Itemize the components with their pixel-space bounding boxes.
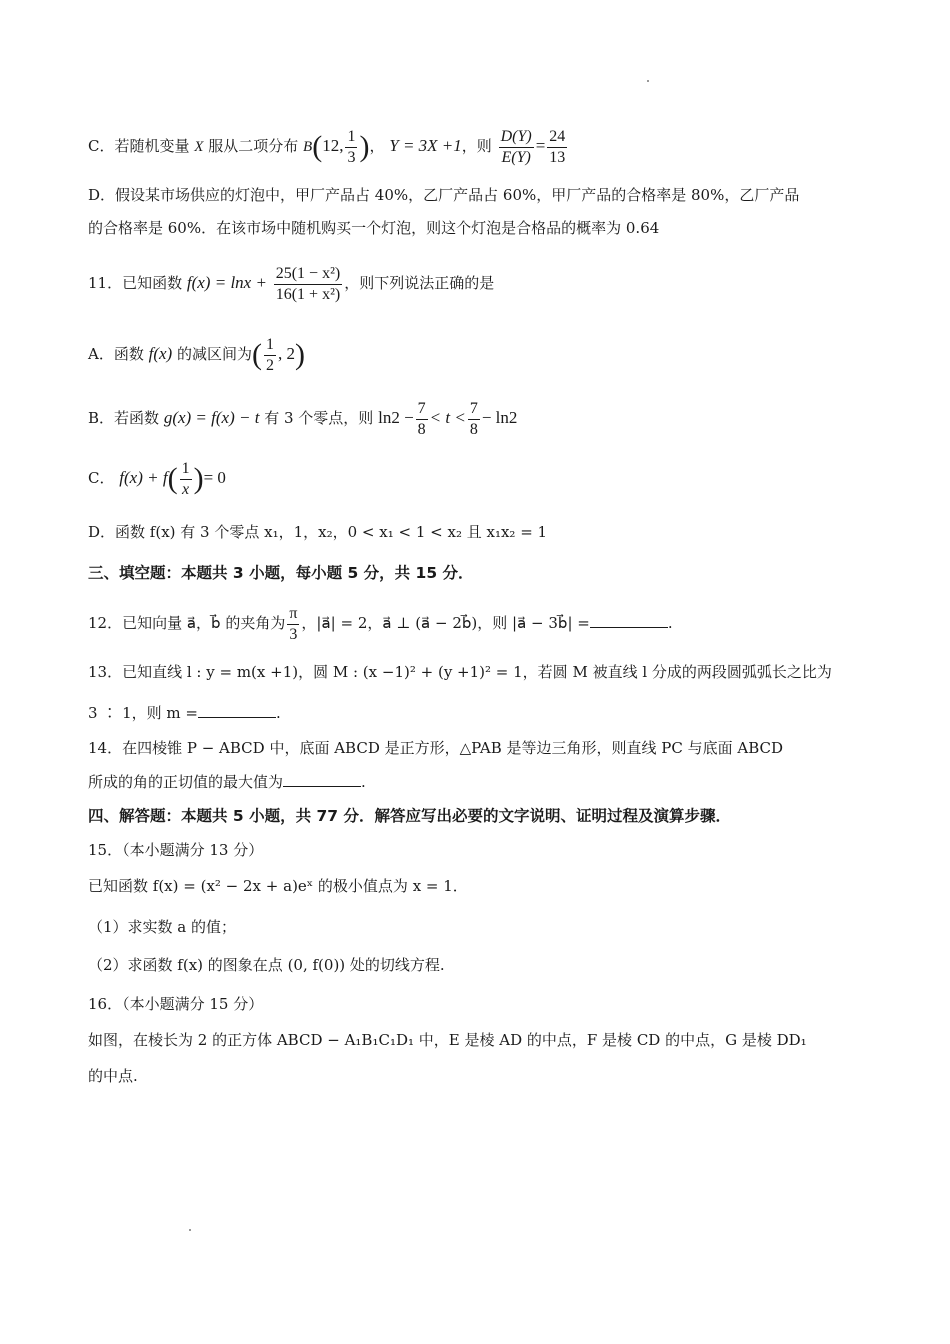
frac-num: 1: [180, 459, 192, 480]
period: .: [275, 704, 281, 722]
option-a-mid: 的减区间为: [177, 345, 253, 363]
section-3-heading: 三、填空题：本题共 3 小题，每小题 5 分，共 15 分．: [88, 564, 474, 582]
q15-part2: （2）求函数 f(x) 的图象在点 (0, f(0)) 处的切线方程.: [88, 956, 445, 974]
q11-label: 11．已知函数: [88, 274, 183, 292]
option-c-prefix: C．若随机变量: [88, 137, 190, 155]
frac-seven-eighths-right: [468, 399, 480, 440]
option-c-mid: 服从二项分布: [208, 137, 299, 155]
frac-den: 8: [469, 420, 478, 438]
frac-num: 7: [416, 399, 428, 420]
equals-zero: = 0: [203, 468, 226, 487]
answer-blank[interactable]: [590, 613, 668, 628]
q14-prefix: 所成的角的正切值的最大值为: [88, 773, 284, 791]
ln2-left: ln2 −: [378, 408, 414, 427]
q11-option-b: [88, 394, 517, 442]
q11-fraction: [274, 264, 342, 305]
gx: g(x) = f(x) − t: [163, 408, 260, 427]
q14-line1: 14．在四棱锥 P − ABCD 中，底面 ABCD 是正方形，△PAB 是等边三角形，则直线 PC 与底面 ABCD: [88, 739, 784, 757]
then-text: ，则: [461, 137, 492, 155]
y-equation: Y = 3X +1: [389, 136, 462, 155]
frac-den: 3: [289, 625, 298, 643]
q11-tail: ，则下列说法正确的是: [344, 274, 495, 292]
scan-dot-bottom: [189, 1229, 191, 1231]
frac-seven-eighths-left: [416, 399, 428, 440]
fx: f(x): [148, 344, 173, 363]
comma: ，: [369, 137, 385, 155]
frac-den: 2: [266, 356, 275, 374]
q13-line1: 13．已知直线 l : y = m(x +1)，圆 M : (x −1)² + (y +1)² = 1，若圆 M 被直线 l 分成的两段圆弧弧长之比为: [88, 663, 832, 681]
frac-num: D(Y): [499, 127, 534, 148]
period: .: [667, 614, 673, 632]
q16-line1: 如图，在棱长为 2 的正方体 ABCD − A₁B₁C₁D₁ 中，E 是棱 AD 的中点，F 是棱 CD 的中点，G 是棱 DD₁: [88, 1031, 807, 1049]
q16-line2: 的中点.: [88, 1067, 138, 1085]
var-x: X: [194, 139, 204, 155]
frac-num: 7: [468, 399, 480, 420]
frac-half: [264, 335, 276, 376]
q15-stem: 已知函数 f(x) = (x² − 2x + a)eˣ 的极小值点为 x = 1．: [88, 877, 468, 895]
frac-num: 1: [264, 335, 276, 356]
q11-option-c: C． f(x) + f( $\frac{1}{x}$ )= 0: [88, 459, 226, 498]
option-c-binomial: C．若随机变量 X 服从二项分布 B(12, $\frac{1}{3}$ )， Y = 3X +1，则 $\frac{D(Y)}{E(Y)}$ = $\frac{24}{13}$: [88, 127, 566, 166]
interval-end: , 2: [278, 344, 296, 363]
frac-den: 13: [549, 148, 566, 166]
q15-head: 15．（本小题满分 13 分）: [88, 841, 264, 859]
frac-one-over-x: [180, 459, 192, 500]
scan-dot-top: [647, 80, 649, 82]
equals: =: [535, 136, 546, 155]
q12: [88, 598, 673, 648]
q16-head: 16．（本小题满分 15 分）: [88, 995, 264, 1013]
frac-den: 16(1 + x²): [275, 285, 341, 303]
option-d-line1: D．假设某市场供应的灯泡中，甲厂产品占 40%，乙厂产品占 60%，甲厂产品的合格率是 80%，乙厂产品: [88, 186, 800, 204]
q11-option-a: A．函数 f(x) 的减区间为( $\frac{1}{2}$ , 2): [88, 335, 306, 374]
frac-num: 25(1 − x²): [274, 264, 342, 285]
q11-fx: f(x) = lnx +: [186, 273, 267, 292]
q12-tail: ，|a⃗| = 2，a⃗ ⊥ (a⃗ − 2b⃗)，则 |a⃗ − 3b⃗| =: [301, 614, 590, 632]
frac-num: 1: [345, 127, 357, 148]
q13-line2: [88, 703, 281, 723]
frac-den: 8: [417, 420, 426, 438]
q12-prefix: 12．已知向量 a⃗，b⃗ 的夹角为: [88, 614, 286, 632]
frac-24-13: [547, 127, 567, 168]
option-a-prefix: A．函数: [88, 345, 144, 363]
frac-den: E(Y): [501, 148, 531, 166]
q15-part1: （1）求实数 a 的值；: [88, 918, 237, 936]
section-4-heading: 四、解答题：本题共 5 小题，共 77 分．解答应写出必要的文字说明、证明过程及演算步骤．: [88, 807, 731, 825]
binomial-args: 12,: [322, 136, 344, 155]
option-c-prefix: C．: [88, 469, 115, 487]
frac-den: 3: [347, 148, 356, 166]
frac-num: π: [287, 604, 299, 625]
answer-blank[interactable]: [198, 703, 276, 718]
f-sum: f(x) + f: [119, 468, 168, 487]
binomial-b: B: [303, 139, 313, 155]
q14-line2: [88, 772, 366, 792]
q13-prefix: 3 ∶ 1，则 m =: [88, 704, 198, 722]
option-b-prefix: B．若函数: [88, 409, 160, 427]
frac-pi-over-3: [287, 604, 299, 645]
answer-blank[interactable]: [283, 772, 361, 787]
q11-stem: [88, 254, 494, 312]
frac-dy-ey: [499, 127, 534, 168]
t-inequality: < t <: [429, 408, 466, 427]
q11-option-d: D．函数 f(x) 有 3 个零点 x₁，1，x₂，0 < x₁ < 1 < x₂ 且 x₁x₂ = 1: [88, 523, 548, 541]
frac-den: x: [182, 480, 190, 498]
ln2-right: − ln2: [481, 408, 518, 427]
period: .: [361, 773, 366, 791]
frac-num: 24: [547, 127, 567, 148]
option-b-mid: 有 3 个零点，则: [264, 409, 374, 427]
frac-one-third: [345, 127, 357, 168]
option-d-line2: 的合格率是 60%．在该市场中随机购买一个灯泡，则这个灯泡是合格品的概率为 0.64: [88, 219, 660, 237]
